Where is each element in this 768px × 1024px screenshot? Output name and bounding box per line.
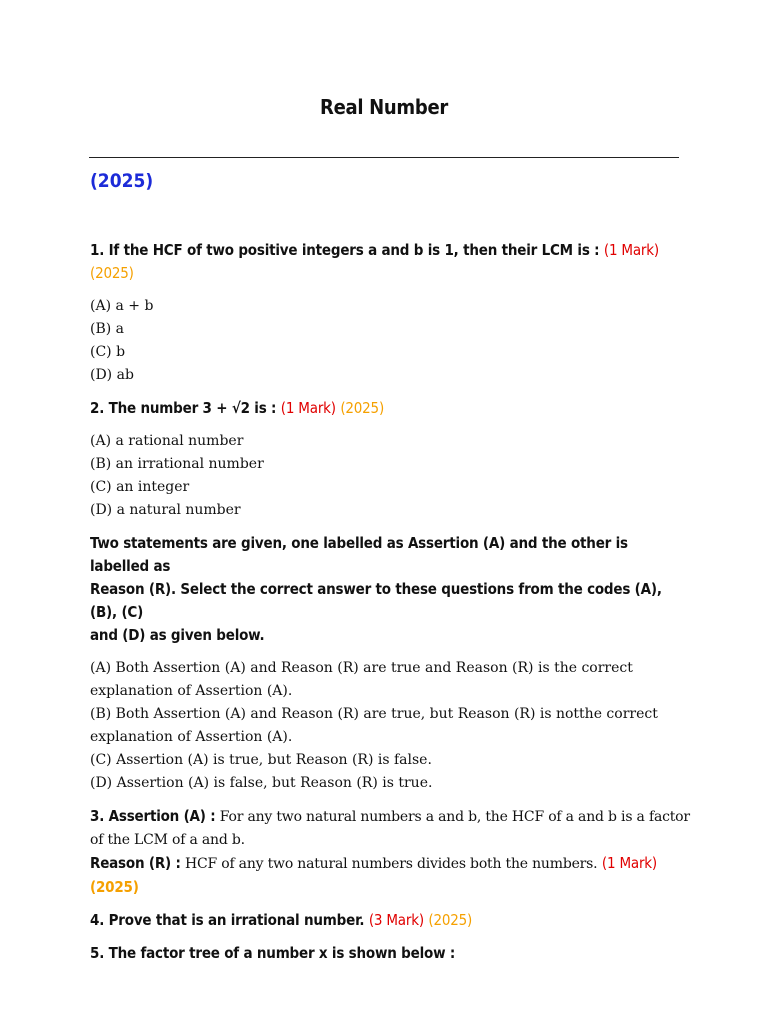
option: (C) an integer — [90, 479, 190, 495]
question-1-options — [90, 295, 690, 387]
assertion-instructions — [90, 532, 690, 647]
question-1-text: 1. If the HCF of two positive integers a and b is 1, then their LCM is : — [90, 241, 600, 259]
question-4-mark: (3 Mark) — [368, 911, 424, 929]
question-3-label: 3. Assertion (A) : — [90, 807, 216, 825]
reason-text: HCF of any two natural numbers divides both the numbers. — [180, 856, 598, 872]
option: (B) Both Assertion (A) and Reason (R) are true, but Reason (R) is notthe correct — [90, 706, 658, 722]
question-4-text: 4. Prove that is an irrational number. — [90, 911, 365, 929]
question-5 — [90, 942, 690, 965]
question-5-text: 5. The factor tree of a number x is shown below : — [90, 944, 456, 962]
question-3 — [90, 805, 690, 899]
question-2-mark: (1 Mark) — [280, 399, 336, 417]
option: (A) a + b — [90, 298, 154, 314]
question-1-year: (2025) — [90, 264, 134, 282]
option: (A) a rational number — [90, 433, 244, 449]
option: explanation of Assertion (A). — [90, 683, 293, 699]
option: explanation of Assertion (A). — [90, 729, 293, 745]
instruction-line: and (D) as given below. — [90, 626, 265, 644]
option: (D) a natural number — [90, 502, 241, 518]
title-divider — [89, 157, 679, 158]
question-3-mark: (1 Mark) — [601, 854, 657, 872]
option: (D) Assertion (A) is false, but Reason (R) is true. — [90, 775, 433, 791]
question-2 — [90, 397, 690, 420]
reason-label: Reason (R) : — [90, 854, 181, 872]
option: (B) a — [90, 321, 125, 337]
instruction-line: Two statements are given, one labelled as Assertion (A) and the other is labelled as — [90, 534, 628, 575]
question-2-options — [90, 430, 690, 522]
assertion-text: For any two natural numbers a and b, the HCF of a and b is a factor — [215, 809, 690, 825]
assertion-text-cont: of the LCM of a and b. — [90, 832, 245, 848]
question-4 — [90, 909, 690, 932]
option: (A) Both Assertion (A) and Reason (R) are true and Reason (R) is the correct — [90, 660, 633, 676]
option: (C) Assertion (A) is true, but Reason (R) is false. — [90, 752, 432, 768]
questions — [90, 239, 690, 965]
option: (C) b — [90, 344, 126, 360]
assertion-options — [90, 657, 690, 795]
question-2-text: 2. The number 3 + √2 is : — [90, 399, 277, 417]
question-2-year: (2025) — [340, 399, 385, 417]
question-3-year: (2025) — [90, 878, 139, 896]
question-4-year: (2025) — [428, 911, 473, 929]
page-title: Real Number — [320, 95, 448, 119]
year-heading: (2025) — [90, 170, 154, 192]
option: (B) an irrational number — [90, 456, 264, 472]
option: (D) ab — [90, 367, 134, 383]
instruction-line: Reason (R). Select the correct answer to these questions from the codes (A), (B), (C) — [90, 580, 662, 621]
question-1 — [90, 239, 690, 285]
question-1-mark: (1 Mark) — [603, 241, 659, 259]
